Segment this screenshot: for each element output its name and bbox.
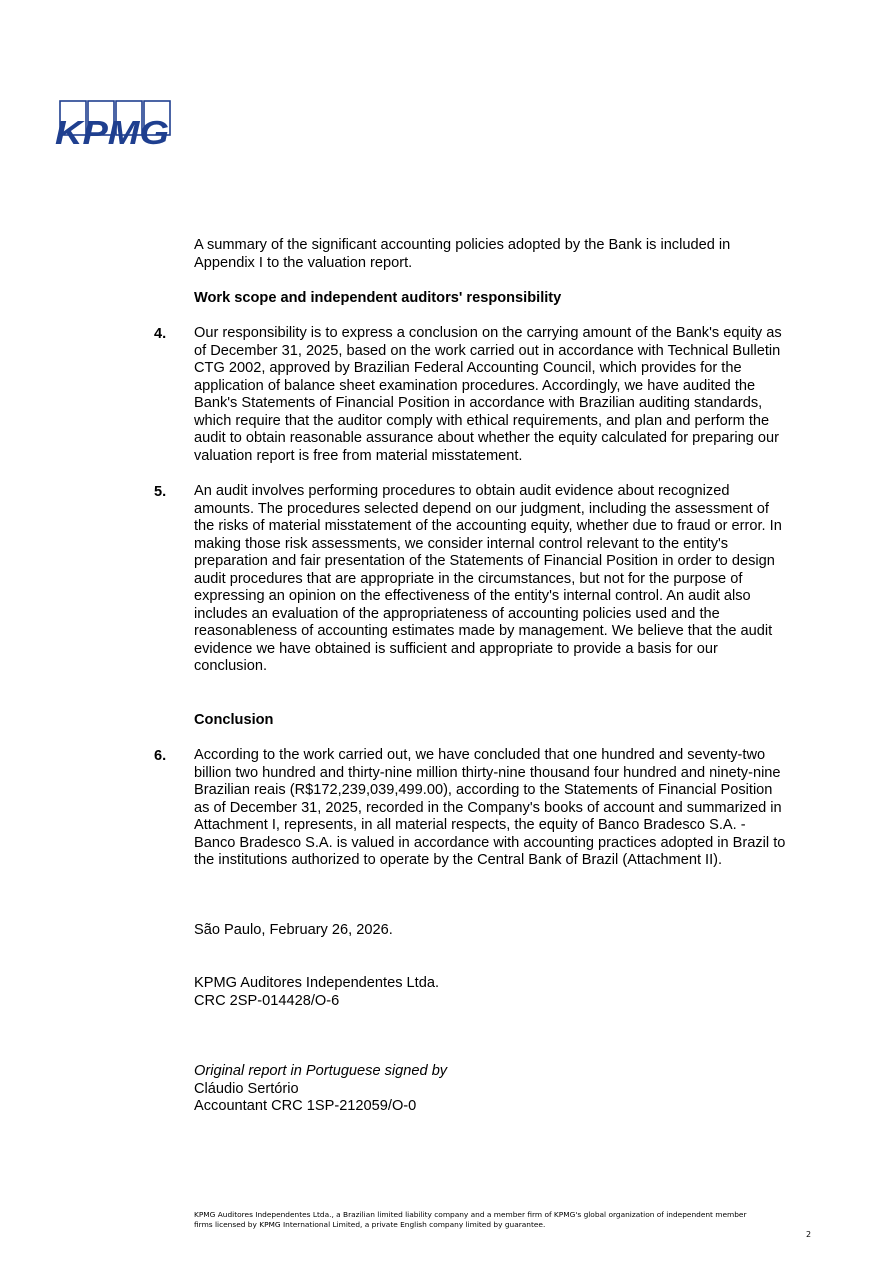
place-date-text: São Paulo, February 26, 2026. — [194, 922, 393, 938]
signer-name: Cláudio Sertório — [194, 1080, 299, 1097]
intro-paragraph — [194, 237, 816, 272]
paragraph-line: Banco Bradesco S.A. is valued in accordance with accounting practices adopted in Brazil to — [194, 834, 786, 851]
paragraph-number: 4. — [154, 326, 167, 342]
kpmg-logo-text: KPMG — [55, 114, 169, 150]
signature-note: Original report in Portuguese signed by — [194, 1063, 448, 1079]
footer-line: KPMG Auditores Independentes Ltda., a Brazilian limited liability company and a member firm of KPMG's global organization of independent member — [194, 1210, 747, 1219]
paragraph-line: of December 31, 2025, based on the work carried out in accordance with Technical Bulletin — [194, 342, 781, 359]
kpmg-logo — [54, 100, 172, 150]
paragraph-line: making those risk assessments, we consider internal control relevant to the entity's — [194, 535, 729, 552]
paragraph-line: Attachment I, represents, in all material respects, the equity of Banco Bradesco S.A. - — [194, 817, 746, 833]
kpmg-logo-graphic — [54, 100, 172, 150]
intro-line: A summary of the significant accounting policies adopted by the Bank is included in — [194, 237, 731, 253]
firm-crc: CRC 2SP-014428/O-6 — [194, 992, 340, 1009]
signature-block — [194, 1063, 816, 1116]
paragraph-line: reasonableness of accounting estimates made by management. We believe that the audit — [194, 623, 773, 639]
paragraph-line: billion two hundred and thirty-nine million thirty-nine thousand four hundred and ninety-nine — [194, 764, 781, 781]
firm-block — [194, 975, 816, 1010]
paragraph-line: as of December 31, 2025, recorded in the Company's books of account and summarized in — [194, 799, 782, 816]
paragraph-line: amounts. The procedures selected depend on our judgment, including the assessment of — [194, 500, 769, 517]
page-number: 2 — [806, 1230, 812, 1239]
paragraph-line: Brazilian reais (R$172,239,039,499.00), according to the Statements of Financial Position — [194, 782, 773, 798]
paragraph-number: 6. — [154, 748, 167, 764]
paragraph-line: application of balance sheet examination procedures. Accordingly, we have audited the — [194, 377, 756, 394]
paragraph-line: includes an evaluation of the appropriateness of accounting policies used and the — [194, 605, 720, 622]
signer-title: Accountant CRC 1SP-212059/O-0 — [194, 1098, 417, 1114]
page-footer — [194, 1210, 814, 1230]
footer-line: firms licensed by KPMG International Limited, a private English company limited by guarantee. — [194, 1220, 546, 1229]
paragraph-line: the risks of material misstatement of the accounting equity, whether due to fraud or error. In — [194, 518, 782, 534]
paragraph-line: which require that the auditor comply with ethical requirements, and plan and perform the — [194, 412, 770, 429]
paragraph-number: 5. — [154, 484, 167, 500]
paragraph-line: According to the work carried out, we have concluded that one hundred and seventy-two — [194, 747, 766, 763]
intro-line: Appendix I to the valuation report. — [194, 254, 413, 271]
paragraph-5 — [194, 483, 816, 676]
paragraph-line: audit to obtain reasonable assurance about whether the equity calculated for preparing our — [194, 430, 779, 446]
paragraph-line: CTG 2002, approved by Brazilian Federal Accounting Council, which provides for the — [194, 360, 742, 376]
paragraph-line: Our responsibility is to express a conclusion on the carrying amount of the Bank's equity as — [194, 325, 782, 341]
paragraph-line: evidence we have obtained is sufficient and appropriate to provide a basis for our — [194, 640, 718, 657]
section-heading-work-scope: Work scope and independent auditors' responsibility — [194, 290, 562, 306]
paragraph-line: expressing an opinion on the effectiveness of the entity's internal control. An audit also — [194, 588, 751, 604]
paragraph-line: preparation and fair presentation of the Statements of Financial Position in order to design — [194, 553, 775, 569]
paragraph-line: audit procedures that are appropriate in the circumstances, but not for the purpose of — [194, 570, 743, 587]
place-date — [194, 922, 816, 940]
paragraph-line: valuation report is free from material misstatement. — [194, 447, 523, 464]
paragraph-6 — [194, 747, 816, 870]
paragraph-4 — [194, 325, 816, 465]
paragraph-line: conclusion. — [194, 658, 268, 674]
firm-name: KPMG Auditores Independentes Ltda. — [194, 975, 440, 991]
paragraph-line: An audit involves performing procedures to obtain audit evidence about recognized — [194, 483, 730, 499]
section-heading-conclusion: Conclusion — [194, 712, 274, 728]
paragraph-line: the institutions authorized to operate by the Central Bank of Brazil (Attachment II). — [194, 852, 723, 868]
paragraph-line: Bank's Statements of Financial Position in accordance with Brazilian auditing standards, — [194, 395, 763, 411]
